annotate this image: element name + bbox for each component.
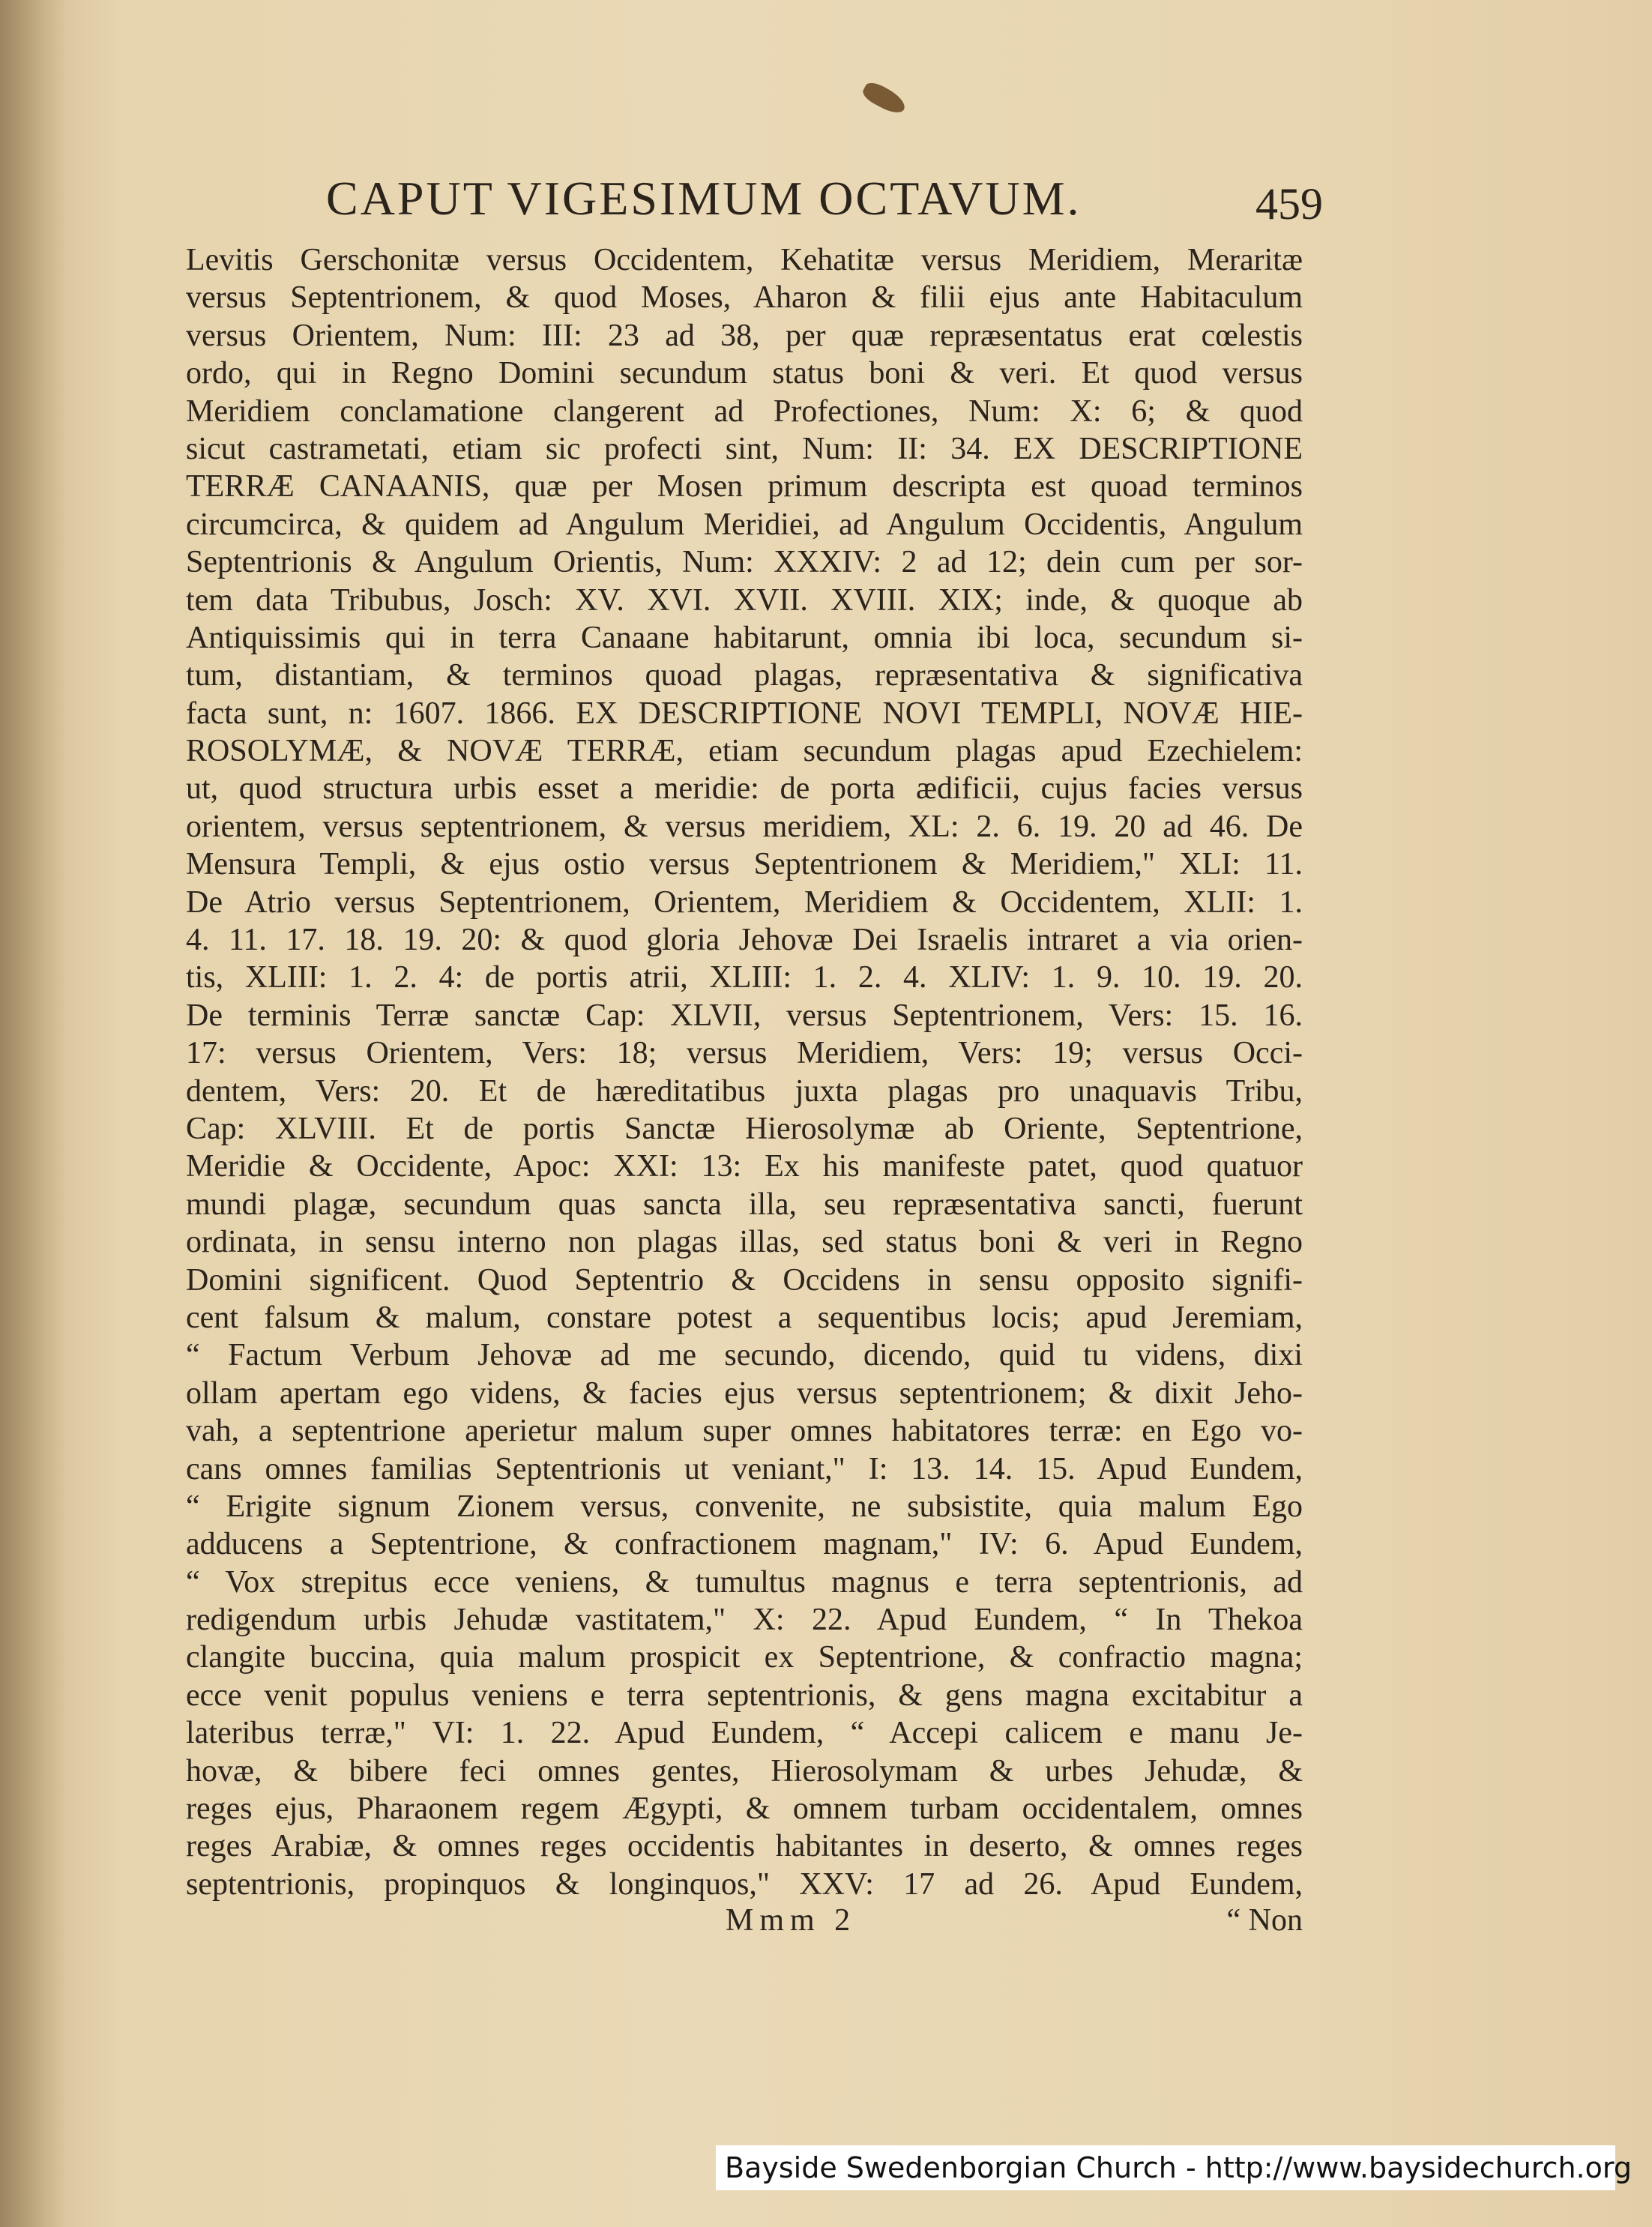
text-line: lateribus terræ," VI: 1. 22. Apud Eundem, “ Accepi calicem e manu Je- [186, 1716, 1303, 1751]
text-line: Meridiem conclamatione clangerent ad Profectiones, Num: X: 6; & quod [186, 394, 1303, 429]
catchword: “ Non [1226, 1903, 1303, 1938]
text-line: circumcirca, & quidem ad Angulum Meridiei, ad Angulum Occidentis, Angulum [186, 507, 1303, 542]
text-line: tem data Tribubus, Josch: XV. XVI. XVII. XVIII. XIX; inde, & quoque ab [186, 582, 1303, 618]
text-line: hovæ, & bibere feci omnes gentes, Hierosolymam & urbes Jehudæ, & [186, 1753, 1303, 1788]
text-line: Levitis Gerschonitæ versus Occidentem, Kehatitæ versus Meridiem, Meraritæ [186, 243, 1303, 277]
text-line: ordinata, in sensu interno non plagas illas, sed status boni & veri in Regno [186, 1225, 1303, 1260]
text-line: Domini significent. Quod Septentrio & Occidens in sensu opposito signifi- [186, 1262, 1303, 1298]
text-line: versus Septentrionem, & quod Moses, Aharon & filii ejus ante Habitaculum [186, 280, 1303, 316]
page-number: 459 [1255, 179, 1323, 229]
text-line: Septentrionis & Angulum Orientis, Num: XXXIV: 2 ad 12; dein cum per sor- [186, 545, 1303, 580]
text-line: orientem, versus septentrionem, & versus meridiem, XL: 2. 6. 19. 20 ad 46. De [186, 809, 1303, 844]
text-line: ordo, qui in Regno Domini secundum status boni & veri. Et quod versus [186, 356, 1303, 391]
text-line: reges Arabiæ, & omnes reges occidentis habitantes in deserto, & omnes reges [186, 1829, 1303, 1864]
text-line: clangite buccina, quia malum prospicit ex Septentrione, & confractio magna; [186, 1640, 1303, 1675]
text-line: ecce venit populus veniens e terra septentrionis, & gens magna excitabitur a [186, 1678, 1303, 1713]
text-line: versus Orientem, Num: III: 23 ad 38, per quæ repræsentatus erat cœlestis [186, 318, 1303, 353]
text-line: dentem, Vers: 20. Et de hæreditatibus juxta plagas pro unaquavis Tribu, [186, 1073, 1303, 1109]
gutter-shadow [0, 0, 67, 2227]
text-line: tum, distantiam, & terminos quoad plagas, repræsentativa & significativa [186, 658, 1303, 693]
body-text [186, 241, 1303, 1903]
signature-mark: Mmm 2 [726, 1903, 857, 1938]
text-line: 17: versus Orientem, Vers: 18; versus Meridiem, Vers: 19; versus Occi- [186, 1036, 1303, 1071]
chapter-title: CAPUT VIGESIMUM OCTAVUM. [326, 172, 1082, 225]
text-line: adducens a Septentrione, & confractionem magnam," IV: 6. Apud Eundem, [186, 1527, 1303, 1562]
text-line: Mensura Templi, & ejus ostio versus Septentrionem & Meridiem," XLI: 11. [186, 847, 1303, 882]
text-line: cans omnes familias Septentrionis ut veniant," I: 13. 14. 15. Apud Eundem, [186, 1451, 1303, 1486]
text-line: “ Factum Verbum Jehovæ ad me secundo, dicendo, quid tu videns, dixi [186, 1338, 1303, 1373]
text-line: vah, a septentrione aperietur malum super omnes habitatores terræ: en Ego vo- [186, 1414, 1303, 1449]
page-footer [186, 1902, 1303, 1940]
running-head [326, 171, 1323, 238]
text-line: septentrionis, propinquos & longinquos," XXV: 17 ad 26. Apud Eundem, [186, 1866, 1303, 1902]
text-line: redigendum urbis Jehudæ vastitatem," X: 22. Apud Eundem, “ In Thekoa [186, 1603, 1303, 1638]
text-line: De Atrio versus Septentrionem, Orientem, Meridiem & Occidentem, XLII: 1. [186, 885, 1303, 920]
text-line: Meridie & Occidente, Apoc: XXI: 13: Ex his manifeste patet, quod quatuor [186, 1149, 1303, 1184]
text-line: facta sunt, n: 1607. 1866. EX DESCRIPTIONE NOVI TEMPLI, NOVÆ HIE- [186, 696, 1303, 731]
text-line: ollam apertam ego videns, & facies ejus versus septentrionem; & dixit Jeho- [186, 1375, 1303, 1411]
text-line: reges ejus, Pharaonem regem Ægypti, & omnem turbam occidentalem, omnes [186, 1791, 1303, 1827]
text-line: ut, quod structura urbis esset a meridie: de porta ædificii, cujus facies versus [186, 771, 1303, 807]
text-line: tis, XLIII: 1. 2. 4: de portis atrii, XLIII: 1. 2. 4. XLIV: 1. 9. 10. 19. 20. [186, 960, 1303, 995]
text-line: cent falsum & malum, constare potest a sequentibus locis; apud Jeremiam, [186, 1300, 1303, 1335]
paper-tab-mark [860, 79, 908, 117]
text-line: De terminis Terræ sanctæ Cap: XLVII, versus Septentrionem, Vers: 15. 16. [186, 998, 1303, 1033]
text-line: ROSOLYMÆ, & NOVÆ TERRÆ, etiam secundum plagas apud Ezechielem: [186, 734, 1303, 769]
text-line: 4. 11. 17. 18. 19. 20: & quod gloria Jehovæ Dei Israelis intraret a via orien- [186, 923, 1303, 958]
text-line: “ Erigite signum Zionem versus, convenite, ne subsistite, quia malum Ego [186, 1489, 1303, 1524]
text-line: “ Vox strepitus ecce veniens, & tumultus magnus e terra septentrionis, ad [186, 1564, 1303, 1600]
text-line: Cap: XLVIII. Et de portis Sanctæ Hierosolymæ ab Oriente, Septentrione, [186, 1111, 1303, 1146]
text-line: TERRÆ CANAANIS, quæ per Mosen primum descripta est quoad terminos [186, 469, 1303, 504]
watermark-credit: Bayside Swedenborgian Church - http://www.baysidechurch.org [716, 2145, 1615, 2190]
text-line: sicut castrametati, etiam sic profecti sint, Num: II: 34. EX DESCRIPTIONE [186, 431, 1303, 466]
text-line: Antiquissimis qui in terra Canaane habitarunt, omnia ibi loca, secundum si- [186, 620, 1303, 655]
text-line: mundi plagæ, secundum quas sancta illa, seu repræsentativa sancti, fuerunt [186, 1187, 1303, 1222]
